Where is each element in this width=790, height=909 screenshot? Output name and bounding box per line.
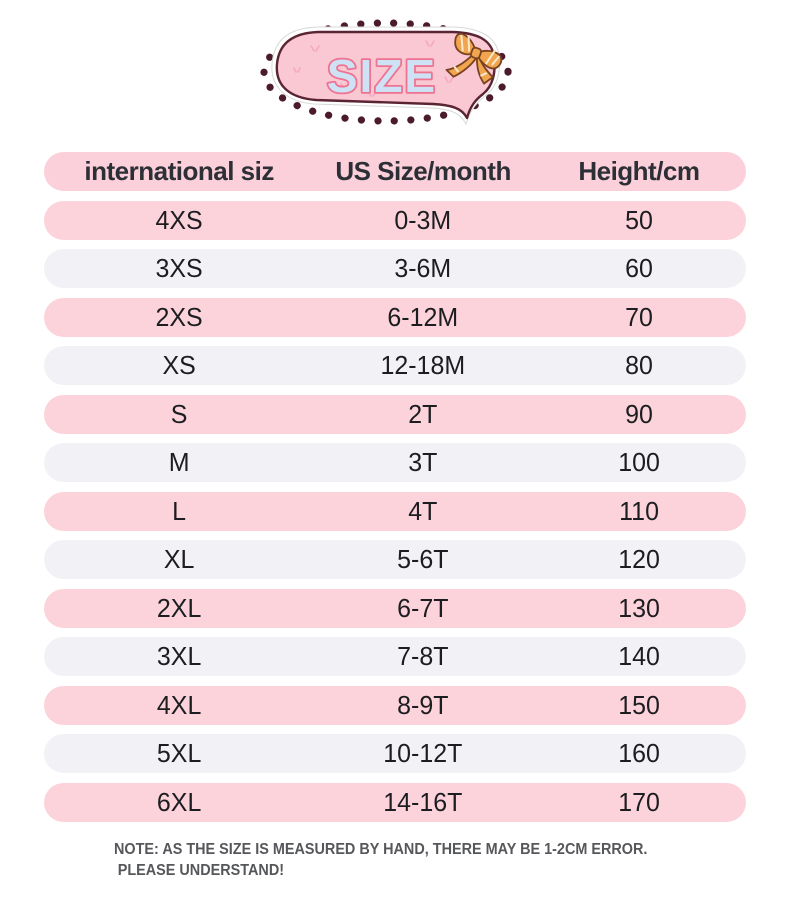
cell-international-size: 3XS bbox=[155, 253, 203, 283]
cell-us-size: 6-7T bbox=[397, 592, 449, 623]
note-line-2: PLEASE UNDERSTAND! bbox=[117, 861, 285, 879]
table-row bbox=[44, 249, 746, 288]
cell-international-size: XS bbox=[162, 350, 196, 380]
cell-international-size: 6XL bbox=[156, 786, 202, 817]
cell-height: 170 bbox=[618, 786, 660, 817]
cell-international-size: 4XL bbox=[156, 689, 202, 720]
table-row bbox=[44, 637, 746, 676]
cell-us-size: 14-16T bbox=[383, 786, 463, 817]
cell-us-size: 6-12M bbox=[387, 301, 459, 332]
cell-us-size: 0-3M bbox=[394, 204, 452, 235]
cell-height: 120 bbox=[618, 544, 660, 574]
table-row bbox=[44, 395, 746, 434]
table-row bbox=[44, 201, 746, 240]
column-header-height: Height/cm bbox=[578, 156, 700, 186]
cell-international-size: 5XL bbox=[156, 738, 202, 768]
measurement-note bbox=[114, 840, 672, 881]
cell-international-size: 3XL bbox=[156, 641, 202, 671]
cell-height: 130 bbox=[618, 592, 660, 623]
cell-us-size: 3-6M bbox=[394, 253, 452, 283]
cell-international-size: 2XL bbox=[156, 592, 202, 623]
column-header-us-size: US Size/month bbox=[335, 156, 511, 186]
cell-height: 90 bbox=[625, 398, 653, 429]
cell-us-size: 10-12T bbox=[383, 738, 463, 768]
cell-height: 140 bbox=[618, 641, 660, 671]
cell-height: 70 bbox=[625, 301, 653, 332]
table-row bbox=[44, 589, 746, 628]
cell-international-size: M bbox=[168, 447, 190, 477]
table-row bbox=[44, 346, 746, 385]
cell-us-size: 12-18M bbox=[380, 350, 466, 380]
table-header-row bbox=[44, 152, 746, 191]
cell-us-size: 2T bbox=[408, 398, 438, 429]
cell-height: 100 bbox=[618, 447, 660, 477]
cell-height: 110 bbox=[619, 495, 659, 526]
cell-international-size: 4XS bbox=[155, 204, 203, 235]
note-line-1: NOTE: AS THE SIZE IS MEASURED BY HAND, THERE MAY BE 1-2CM ERROR. bbox=[114, 841, 648, 858]
cell-international-size: XL bbox=[163, 544, 195, 574]
cell-international-size: L bbox=[172, 495, 187, 526]
size-table bbox=[44, 152, 746, 831]
column-header-international-size: international siz bbox=[84, 156, 274, 186]
table-row bbox=[44, 443, 746, 482]
table-row bbox=[44, 783, 746, 822]
cell-height: 160 bbox=[618, 738, 660, 768]
size-banner bbox=[248, 8, 524, 136]
cell-us-size: 8-9T bbox=[397, 689, 449, 720]
cell-us-size: 7-8T bbox=[397, 641, 449, 671]
cell-height: 150 bbox=[618, 689, 660, 720]
cell-international-size: S bbox=[170, 398, 188, 429]
cell-us-size: 5-6T bbox=[397, 544, 449, 574]
cell-height: 80 bbox=[625, 350, 653, 380]
table-row bbox=[44, 298, 746, 337]
table-row bbox=[44, 492, 746, 531]
table-row bbox=[44, 540, 746, 579]
cell-height: 60 bbox=[625, 253, 653, 283]
cell-us-size: 4T bbox=[408, 495, 438, 526]
cell-international-size: 2XS bbox=[155, 301, 203, 332]
table-row bbox=[44, 734, 746, 773]
banner-title: SIZE bbox=[326, 50, 438, 102]
cell-us-size: 3T bbox=[408, 447, 438, 477]
table-row bbox=[44, 686, 746, 725]
cell-height: 50 bbox=[625, 204, 653, 235]
